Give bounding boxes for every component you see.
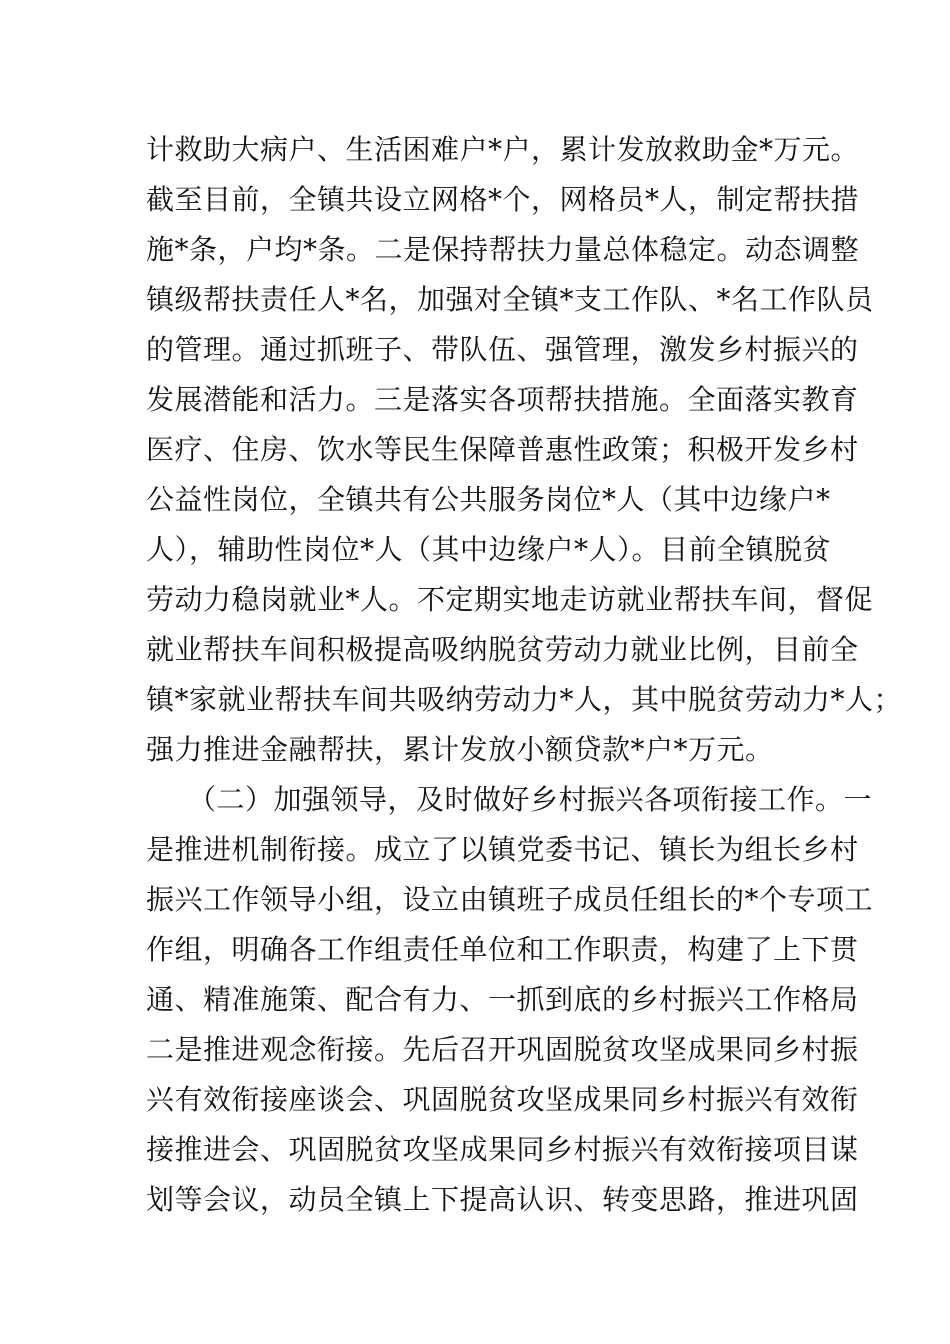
text-line-13: 强力推进金融帮扶，累计发放小额贷款*户*万元。 [146,733,774,766]
text-line-11: 就业帮扶车间积极提高吸纳脱贫劳动力就业比例，目前全 [146,633,859,666]
text-line-4: 镇级帮扶责任人*名，加强对全镇*支工作队、*名工作队员 [146,283,874,316]
text-line-8: 公益性岗位，全镇共有公共服务岗位*人（其中边缘户* [146,483,831,516]
text-line-21: 接推进会、巩固脱贫攻坚成果同乡村振兴有效衔接项目谋 [146,1133,859,1166]
body-text [146,125,903,1225]
section-heading-line: （二）加强领导，及时做好乡村振兴各项衔接工作。一 [188,783,873,816]
text-line-19: 二是推进观念衔接。先后召开巩固脱贫攻坚成果同乡村振 [146,1033,859,1066]
text-line-18: 通、精准施策、配合有力、一抓到底的乡村振兴工作格局 [146,983,859,1016]
text-line-10: 劳动力稳岗就业*人。不定期实地走访就业帮扶车间，督促 [146,583,874,616]
text-line-1: 计救助大病户、生活困难户*户，累计发放救助金*万元。 [146,133,860,166]
text-line-7: 医疗、住房、饮水等民生保障普惠性政策；积极开发乡村 [146,433,859,466]
text-line-9: 人），辅助性岗位*人（其中边缘户*人）。目前全镇脱贫 [146,533,832,566]
text-line-17: 作组，明确各工作组责任单位和工作职责，构建了上下贯 [146,933,859,966]
text-line-15: 是推进机制衔接。成立了以镇党委书记、镇长为组长乡村 [146,833,859,866]
text-line-5: 的管理。通过抓班子、带队伍、强管理，激发乡村振兴的 [146,333,859,366]
text-line-16: 振兴工作领导小组，设立由镇班子成员任组长的*个专项工 [146,883,874,916]
text-line-2: 截至目前，全镇共设立网格*个，网格员*人，制定帮扶措 [146,183,860,216]
text-line-3: 施*条，户均*条。二是保持帮扶力量总体稳定。动态调整 [146,233,860,266]
text-line-22: 划等会议，动员全镇上下提高认识、转变思路，推进巩固 [146,1183,859,1216]
text-line-12: 镇*家就业帮扶车间共吸纳劳动力*人，其中脱贫劳动力*人； [146,683,903,716]
text-line-6: 发展潜能和活力。三是落实各项帮扶措施。全面落实教育 [146,383,859,416]
text-line-20: 兴有效衔接座谈会、巩固脱贫攻坚成果同乡村振兴有效衔 [146,1083,859,1116]
